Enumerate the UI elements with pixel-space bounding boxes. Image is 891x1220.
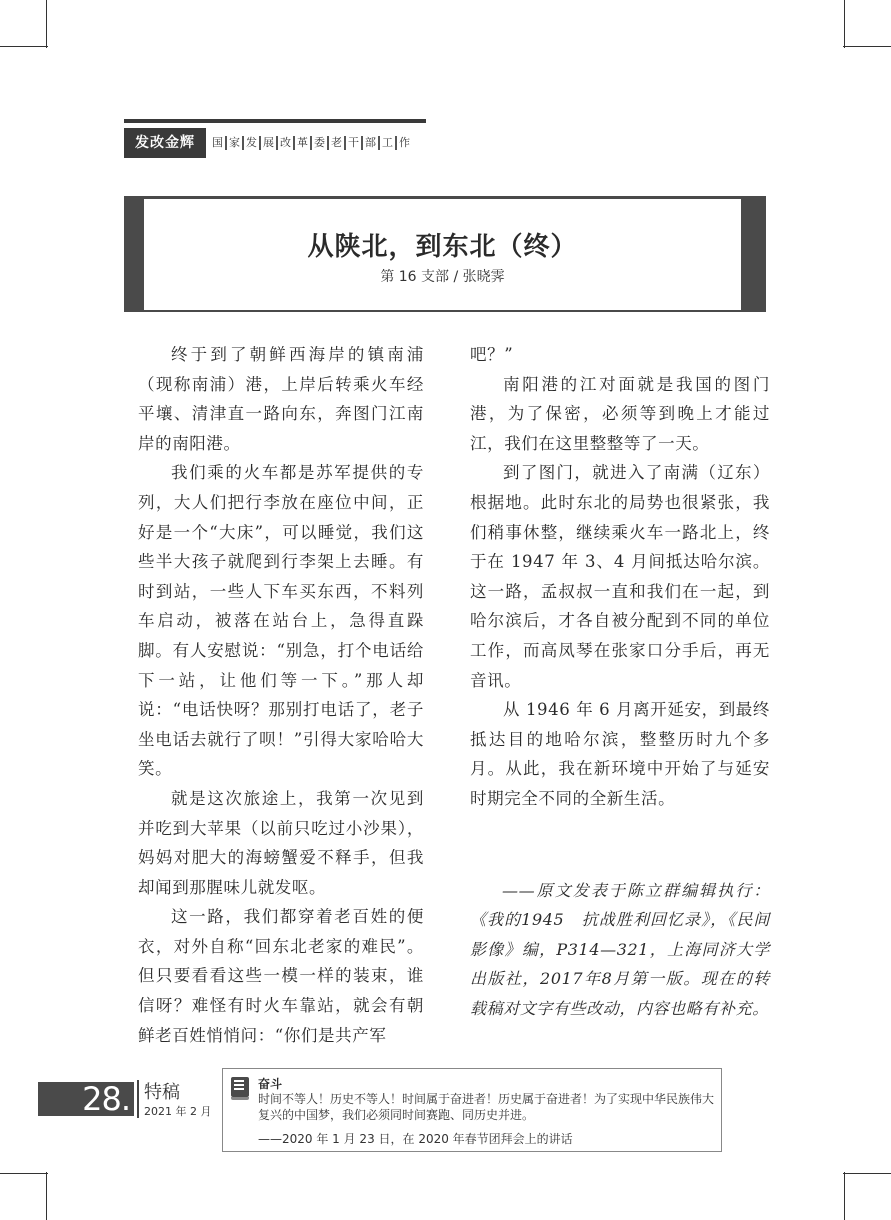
department-label [212,136,412,150]
article-column-left [138,340,424,1050]
header-rule [124,119,426,123]
department-char: 发 [242,136,259,150]
crop-mark [844,1172,845,1220]
paragraph: 南阳港的江对面就是我国的图门港，为了保密，必须等到晚上才能过江，我们在这里整整等了一天。 [470,374,770,453]
paragraph: 我们乘的火车都是苏军提供的专列，大人们把行李放在座位中间，正好是一个“大床”，可以睡觉，我们这些半大孩子就爬到行李架上去睡。有时到站，一些人下车买东西，不料列车启动，被落在站台上，急得直跺脚。有人安慰说：“别急，打个电话给下一站，让他们等一下。”那人却说：“电话快呀？那别打电话了，老子坐电话去就行了呗！”引得大家哈哈大笑。 [138,463,424,779]
paragraph: 这一路，我们都穿着老百姓的便衣，对外自称“回东北老家的难民”。但只要看看这些一模一样的装束，谁信呀？难怪有时火车靠站，就会有朝鲜老百姓悄悄问：“你们是共产军 [138,907,424,1045]
page-number: 28. [38,1082,134,1116]
article-title: 从陕北，到东北（终） [307,232,578,262]
department-char: 部 [361,136,378,150]
paragraph: 从 1946 年 6 月离开延安，到最终抵达目的地哈尔滨，整整历时九个多月。从此，我在新环境中开始了与延安时期完全不同的全新生活。 [470,700,770,808]
paragraph-continuation: 吧？” [470,345,514,364]
department-char: 老 [327,136,344,150]
quote-text: 时间不等人！历史不等人！时间属于奋进者！历史属于奋进者！为了实现中华民族伟大复兴的中国梦，我们必须同时间赛跑、同历史并进。 [258,1092,715,1122]
source-note: ——原文发表于陈立群编辑执行：《我的1945 抗战胜利回忆录》，《民间影像》编，P314—321，上海同济大学出版社，2017年8月第一版。现在的转载稿对文字有些改动，内容也略有补充。 [470,880,770,1018]
department-char: 工 [378,136,395,150]
column-name-badge: 发改金辉 [124,128,206,158]
crop-mark [46,1172,47,1220]
issue-date: 2021 年 2 月 [144,1105,212,1118]
quote-source: ——2020 年 1 月 23 日，在 2020 年春节团拜会上的讲话 [258,1132,573,1146]
crop-mark [843,46,891,47]
crop-mark [0,1173,48,1174]
crop-mark [844,0,845,48]
article-byline: 第 16 支部 / 张晓霁 [380,269,505,285]
section-name: 特稿 [144,1082,180,1103]
department-char: 家 [225,136,242,150]
department-char: 作 [395,136,412,150]
department-char: 革 [293,136,310,150]
department-char: 展 [259,136,276,150]
crop-mark [843,1173,891,1174]
department-char: 委 [310,136,327,150]
department-char: 国 [212,136,223,149]
book-icon [231,1077,249,1097]
page-separator [137,1080,139,1118]
department-char: 改 [276,136,293,150]
paragraph: 到了图门，就进入了南满（辽东）根据地。此时东北的局势也很紧张，我们稍事休整，继续乘火车一路北上，终于在 1947 年 3、4 月间抵达哈尔滨。这一路，孟叔叔一直和我们在一起，到哈尔滨后，才各自被分配到不同的单位工作，而高凤琴在张家口分手后，再无音讯。 [470,463,770,690]
paragraph: 就是这次旅途上，我第一次见到并吃到大苹果（以前只吃过小沙果），妈妈对肥大的海螃蟹爱不释手，但我却闻到那腥味儿就发呕。 [138,788,424,897]
article-column-right [470,340,770,1023]
quote-label: 奋斗 [258,1077,283,1091]
paragraph: 终于到了朝鲜西海岸的镇南浦（现称南浦）港，上岸后转乘火车经平壤、清津直一路向东，奔图门江南岸的南阳港。 [138,345,424,453]
crop-mark [46,0,47,48]
crop-mark [0,46,48,47]
department-char: 干 [344,136,361,150]
